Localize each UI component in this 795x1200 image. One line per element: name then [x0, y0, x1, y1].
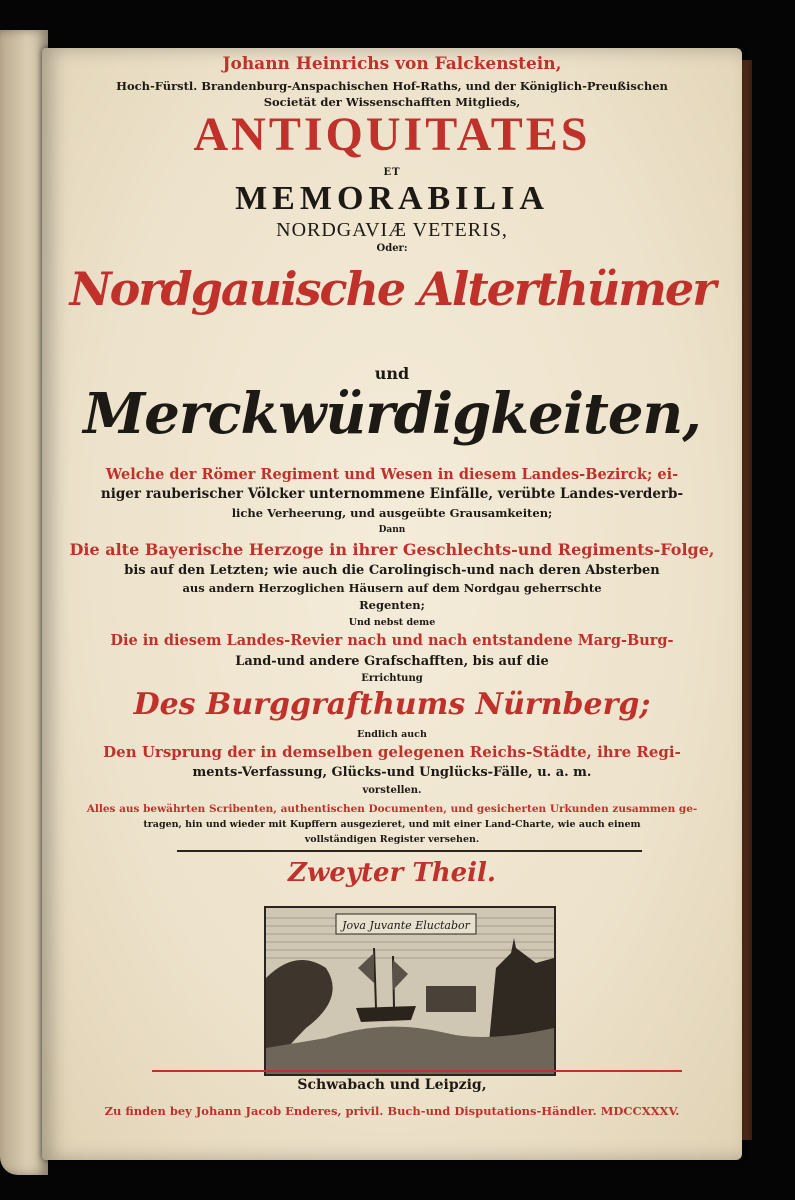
left-page-edge	[0, 30, 48, 1175]
desc-2c: aus andern Herzoglichen Häusern auf dem Nordgau geherrschte	[182, 581, 602, 595]
ship-storm-illustration	[266, 908, 554, 1074]
desc-2b: bis auf den Letzten; wie auch die Carolingisch-und nach deren Absterben	[124, 563, 660, 578]
society-line: Societät der Wissenschafften Mitglieds,	[263, 95, 521, 109]
burggrafthum-line: Des Burggrafthums Nürnberg;	[133, 687, 651, 722]
title-et: ET	[383, 167, 401, 178]
desc-1a: Welche der Römer Regiment und Wesen in diesem Landes-Bezirck; ei-	[105, 466, 679, 483]
office-line: Hoch-Fürstl. Brandenburg-Anspachischen Hof-Raths, und der Königlich-Preußischen	[116, 79, 668, 93]
desc-1b: niger rauberischer Völcker unternommene Einfälle, verübte Landes-verderb-	[100, 486, 684, 502]
und-nebst-line: Und nebst deme	[348, 617, 436, 628]
vorstellen-line: vorstellen.	[362, 785, 422, 796]
desc-1c: liche Verheerung, und ausgeübte Grausamkeiten;	[231, 506, 553, 520]
endlich-line: Endlich auch	[357, 729, 427, 740]
printer-device-engraving	[264, 906, 556, 1076]
title-antiquitates: ANTIQUITATES	[193, 108, 591, 161]
desc-5c: vollständigen Register versehen.	[304, 834, 480, 845]
desc-4b: ments-Verfassung, Glücks-und Unglücks-Fälle, u. a. m.	[192, 765, 592, 780]
imprint-line: Zu finden bey Johann Jacob Enderes, privil. Buch-und Disputations-Händler. MDCCXXXV.	[104, 1104, 680, 1118]
title-memorabilia: MEMORABILIA	[235, 180, 549, 217]
und-line: und	[374, 364, 410, 383]
desc-4a: Den Ursprung der in demselben gelegenen Reichs-Städte, ihre Regi-	[103, 743, 681, 761]
dann-line: Dann	[378, 525, 406, 535]
german-title-nordgauische: Nordgauische Alterthümer	[69, 262, 715, 316]
title-page	[42, 48, 742, 1160]
author-line: Johann Heinrichs von Falckenstein,	[222, 54, 562, 74]
desc-2d: Regenten;	[359, 598, 425, 612]
german-title-merckwuerdigkeiten: Merckwürdigkeiten,	[83, 381, 701, 447]
desc-5a: Alles aus bewährten Scribenten, authentischen Documenten, und gesicherten Urkunden zusammen ge-	[86, 803, 698, 815]
errichtung-line: Errichtung	[361, 673, 423, 684]
desc-3b: Land-und andere Grafschafften, bis auf die	[235, 654, 549, 669]
separator-rule	[177, 850, 642, 852]
oder-line: Oder:	[376, 243, 408, 254]
part-title: Zweyter Theil.	[288, 858, 496, 888]
desc-3a: Die in diesem Landes-Revier nach und nach entstandene Marg-Burg-	[110, 632, 674, 649]
place-line: Schwabach und Leipzig,	[297, 1077, 487, 1093]
motto-banner: Jova Juvante Eluctabor	[342, 919, 470, 932]
imprint-rule	[152, 1070, 682, 1072]
desc-5b: tragen, hin und wieder mit Kupffern ausgezieret, und mit einer Land-Charte, wie auch einem	[143, 819, 641, 830]
title-nordgaviae: NORDGAVIÆ VETERIS,	[276, 219, 508, 241]
desc-2a: Die alte Bayerische Herzoge in ihrer Geschlechts-und Regiments-Folge,	[69, 540, 715, 559]
